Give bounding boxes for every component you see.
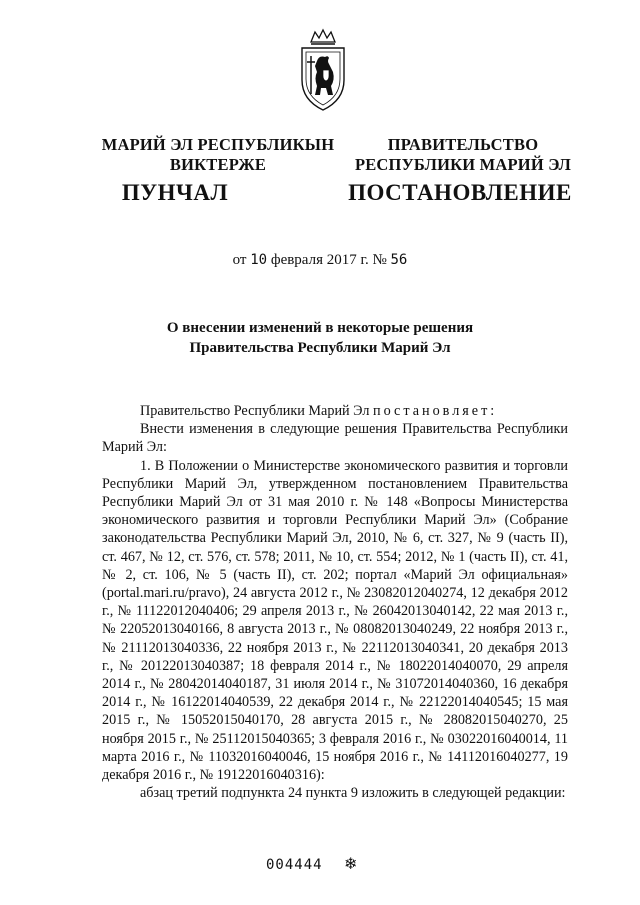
snowflake-icon: ❄ xyxy=(344,856,358,873)
header-left-line1: МАРИЙ ЭЛ РЕСПУБЛИКЫН xyxy=(101,135,335,154)
date-month-year: февраля 2017 г. № xyxy=(270,252,387,268)
doc-type-russian: ПОСТАНОВЛЕНИЕ xyxy=(348,180,572,205)
paragraph-amendment: абзац третий подпункта 24 пункта 9 изложить в следующей редакции: xyxy=(140,785,566,802)
header-right xyxy=(328,135,598,175)
header-left xyxy=(83,135,353,175)
coat-of-arms-icon xyxy=(297,28,349,112)
document-title xyxy=(120,318,520,358)
header-left-line2: ВИКТЕРЖЕ xyxy=(169,155,267,174)
header-right-line1: ПРАВИТЕЛЬСТВО xyxy=(387,135,539,154)
date-prefix: от xyxy=(232,252,247,268)
paragraph-item-1: 1. В Положении о Министерстве экономического развития и торговли Республики Марий Эл, утвержденном постановлением Правительства Республики Марий Эл от 31 мая 2010 г. № 148 «Вопросы Министерства экономического развития и торговли Республики Марий Эл» (Собрание законодательства Республики Марий Эл, 2010, № 6, ст. 327, № 9 (часть II), ст. 467, № 12, ст. 576, ст. 578; 2011, № 10, ст. 554; 2012, № 1 (часть II), ст. 41, № 2, ст. 106, № 5 (часть II), ст. 202; портал «Марий Эл официальная» (portal.mari.ru/pravo), 24 августа 2012 г., № 23082012040274, 12 декабря 2012 г., № 11122012040406; 29 апреля 2013 г., № 26042013040142, 22 мая 2013 г., № 22052013040166, 8 августа 2013 г., № 08082013040249, 22 ноября 2013 г., № 21112013040336, 22 ноября 2013 г., № 22112013040341, 20 декабря 2013 г., № 20122013040387; 18 февраля 2014 г., № 18022014040070, 29 апреля 2014 г., № 28042014040187, 31 июля 2014 г., № 31072014040360, 16 декабря 2014 г., № 16122014040539, 22 декабря 2014 г., № 22122014040545; 15 мая 2015 г., № 15052015040170, 28 августа 2015 г., № 28082015040270, 25 ноября 2015 г., № 25112015040365; 3 февраля 2016 г., № 03022016040014, 11 марта 2016 г., № 11032016040046, 15 ноября 2016 г., № 14112016040277, 19 декабря 2016 г., № 19122016040316): xyxy=(102,457,568,784)
preamble-decree: постановляет: xyxy=(372,403,498,419)
preamble-text: Правительство Республики Марий Эл xyxy=(140,403,370,419)
date-line xyxy=(0,252,640,269)
document-body xyxy=(102,402,568,802)
title-line1: О внесении изменений в некоторые решения xyxy=(166,320,474,336)
date-day: 10 xyxy=(250,252,268,268)
serial-number: 004444 xyxy=(266,857,323,873)
doc-type-mari: ПУНЧАЛ xyxy=(121,180,229,205)
paragraph-intro: Внести изменения в следующие решения Правительства Республики Марий Эл: xyxy=(102,421,568,456)
header-right-line2: РЕСПУБЛИКИ МАРИЙ ЭЛ xyxy=(354,155,572,174)
paragraph-preamble xyxy=(102,402,568,420)
title-line2: Правительства Республики Марий Эл xyxy=(189,340,451,356)
document-number: 56 xyxy=(390,252,408,268)
